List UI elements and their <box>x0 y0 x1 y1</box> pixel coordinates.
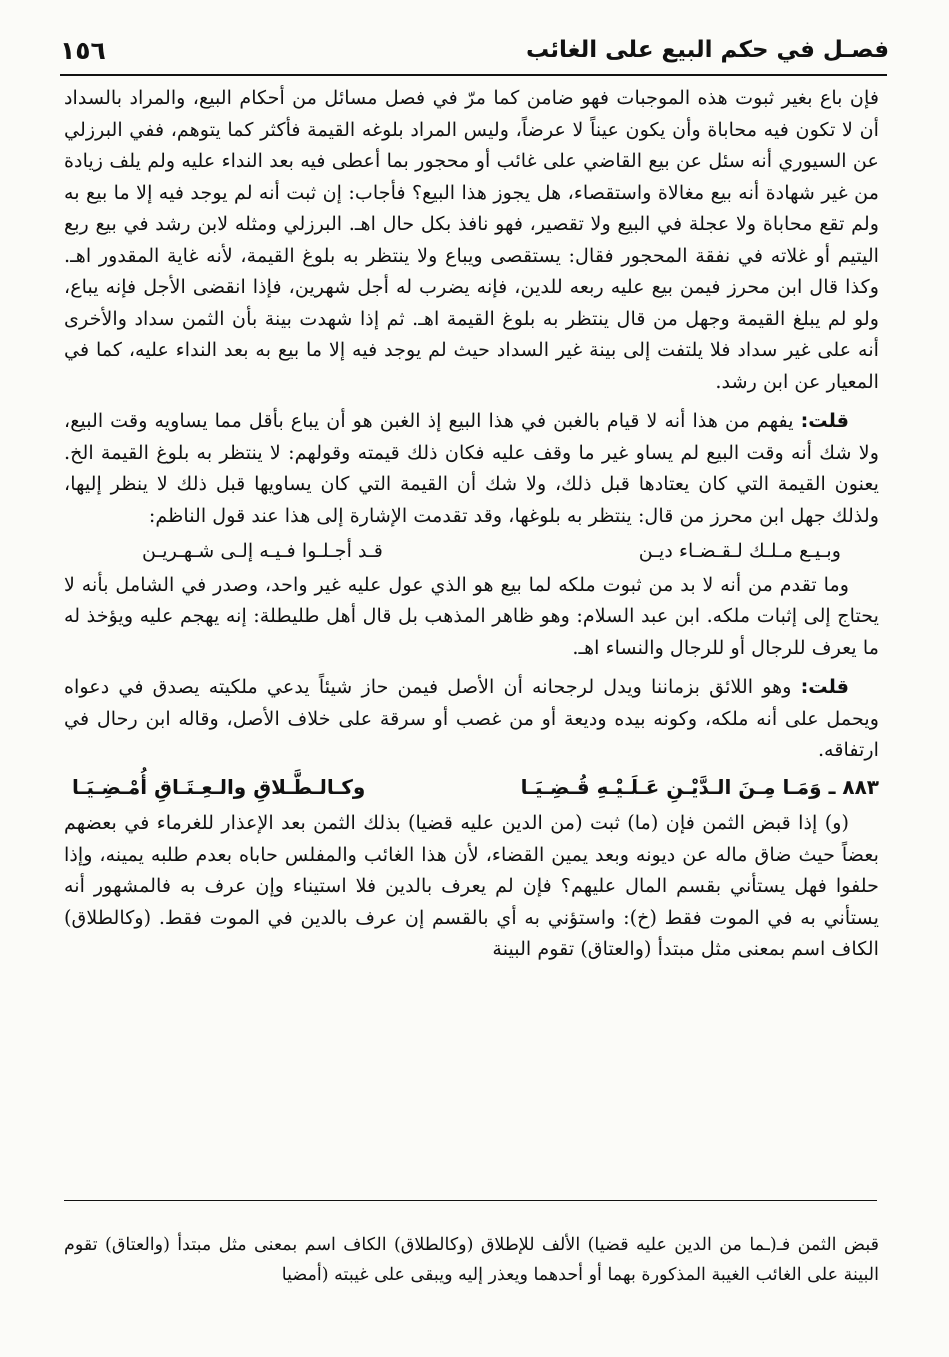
verse-883-second-hemistich: وكـالـطَّـلاقِ والـعِـتَـاقِ أُمْـضِـيَـا <box>72 774 366 799</box>
numbered-verse <box>64 772 879 804</box>
verse-first-hemistich: وبـيـع مـلـك لـقـضـاء ديـن <box>638 539 841 562</box>
paragraph-2-text: يفهم من هذا أنه لا قيام بالغبن في هذا البيع إذ الغبن هو أن يباع بأقل مما يساويه وقت البيع، ولا شك أنه وقت البيع لم يساو غير ما وقف عليه فكان ذلك قيمته وقولهم: لا ينتظر به بلوغ القيمة الخ. يعنون القيمة التي كان يعتادها قبل ذلك، ولا شك أن القيمة التي كان يساويها قبل ذلك لا ينظر إليها، ولذلك جهل ابن محرز من قال: ينتظر به بلوغها، وقد تقدمت الإشارة إلى هذا عند قول الناظم: <box>64 409 879 527</box>
paragraph-3: وما تقدم من أنه لا بد من ثبوت ملكه لما بيع هو الذي عول عليه غير واحد، وصدر في الشامل بأنه لا يحتاج إلى إثبات ملكه. ابن عبد السلام: وهو ظاهر المذهب بل قال أهل طليطلة: إنه يهجم عليه ويؤخذ له ما يعرف للرجال أو للرجال والنساء اهـ. <box>64 572 879 659</box>
qult-label: قلت: <box>800 409 849 432</box>
footnote: قبض الثمن فـ(ـما من الدين عليه قضيا) الألف للإطلاق (وكالطلاق) الكاف اسم بمعنى مثل مبتدأ (والعتاق) تقوم البينة على الغائب الغيبة المذكورة بهما أو أحدهما ويعذر إليه ويبقى على غيبته (أمضيا <box>64 1234 879 1285</box>
verse-second-hemistich: قـد أجـلـوا فـيـه إلـى شـهـريـن <box>142 539 383 562</box>
quoted-verse <box>64 535 879 567</box>
footnote-rule <box>64 1200 877 1201</box>
header-rule <box>60 74 887 76</box>
verse-883-first-hemistich: ٨٨٣ ـ وَمَـا مِـنَ الـدَّيْـنِ عَـلَـيْـهِ قُـضِـيَـا <box>520 774 879 799</box>
paragraph-2 <box>64 405 879 531</box>
qult-label: قلت: <box>800 675 849 698</box>
running-header <box>60 30 889 70</box>
paragraph-4 <box>64 671 879 766</box>
main-text <box>64 82 879 965</box>
header-title: فصـل في حكم البيع على الغائب <box>526 37 889 63</box>
page-number: ١٥٦ <box>60 35 106 65</box>
paragraph-4-text: وهو اللائق بزماننا ويدل لرجحانه أن الأصل فيمن حاز شيئاً يدعي ملكيته يصدق في دعواه ويحمل على أنه ملكه، وكونه بيده وديعة أو من غصب أو سرقة على خلاف الأصل، وقاله ابن رحال في ارتفاقه. <box>64 675 879 761</box>
paragraph-5: (و) إذا قبض الثمن فإن (ما) ثبت (من الدين عليه قضيا) بذلك الثمن بعد الإعذار للغرماء في بعضهم بعضاً حيث ضاق ماله عن ديونه وبعد يمين القضاء، لأن هذا الغائب والمفلس حاباه بعدم طلبه يمينه، وإذا حلفوا فهل يستأني بقسم المال عليهم؟ فإن لم يعرف بالدين فلا استيناء وإن عرف به فالمشهور أنه يستأني به في الموت فقط (خ): واستؤني به أي بالقسم إن عرف بالدين في الموت فقط. (وكالطلاق) الكاف اسم بمعنى مثل مبتدأ (والعتاق) تقوم البينة <box>64 811 879 960</box>
paragraph-1: فإن باع بغير ثبوت هذه الموجبات فهو ضامن كما مرّ في فصل مسائل من أحكام البيع، والمراد بالسداد أن لا تكون فيه محاباة وأن يكون عيناً لا عرضاً، وليس المراد بلوغه القيمة فأكثر كما يتوهم، ففي البرزلي عن السيوري أنه سئل عن بيع القاضي على غائب أو محجور بما أعطى فيه بعد النداء عليه ولم يلف زيادة من غير شهادة أنه بيع مغالاة واستقصاء، هل يجوز هذا البيع؟ فأجاب: إن ثبت أنه لم يوجد فيه إلا ما بيع به ولم تقع محاباة ولا عجلة في البيع ولا تقصير، فهو نافذ بكل حال اهـ. البرزلي ومثله لابن رشد في بيع ربع اليتيم أو غلاته في نفقة المحجور فقال: يستقصى ويباع ولا ينتظر به بلوغ القيمة، لأنه غاية المقدور اهـ. وكذا قال ابن محرز فيمن بيع عليه ربعه للدين، فإنه يضرب له أجل شهرين، فإذا انقضى الأجل فإنه يباع، ولو لم يبلغ القيمة وجهل من قال ينتظر به بلوغ القيمة اهـ. ثم إذا شهدت بينة بأن الثمن سداد والأخرى أنه على غير سداد فلا يلتفت إلى بينة غير السداد حيث لم يوجد فيه إلا ما بيع به بعد النداء عليه، كما في المعيار عن ابن رشد. <box>64 86 879 393</box>
